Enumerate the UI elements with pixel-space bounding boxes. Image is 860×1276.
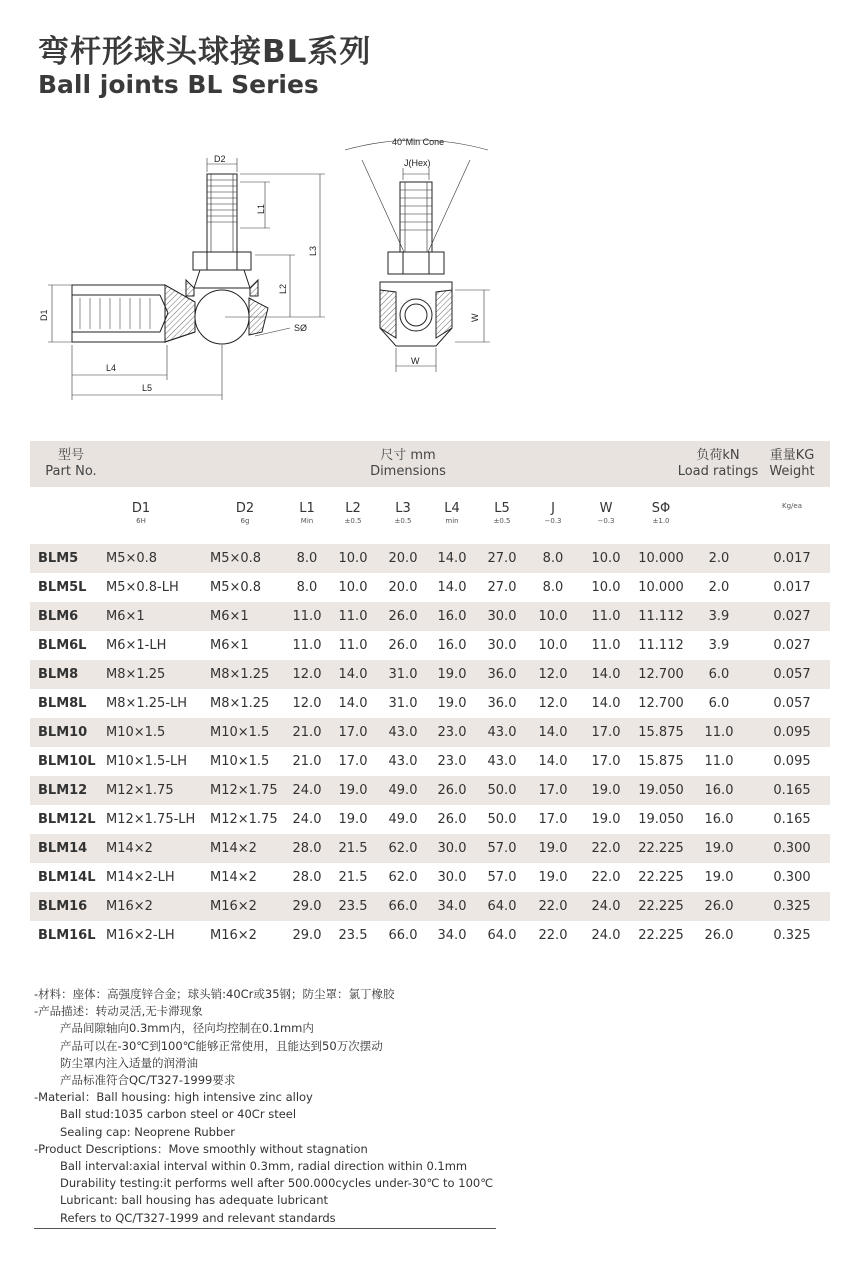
cell-load: 2.0: [708, 580, 730, 595]
cell-l3: 66.0: [388, 899, 418, 914]
cell-w: 24.0: [591, 928, 621, 943]
cell-l2: 17.0: [338, 754, 368, 769]
label-d1: D1: [39, 309, 49, 321]
cell-w: 14.0: [591, 696, 621, 711]
cell-w: 19.0: [591, 783, 621, 798]
cell-l4: 19.0: [437, 667, 467, 682]
cell-w: 14.0: [591, 667, 621, 682]
label-l5: L5: [142, 383, 153, 393]
cell-l2: 21.5: [338, 870, 368, 885]
cell-d2: M16×2: [210, 899, 257, 914]
cell-l5: 30.0: [487, 609, 517, 624]
cell-l5: 36.0: [487, 696, 517, 711]
cell-l1: 12.0: [292, 667, 322, 682]
cell-part-no: BLM16: [38, 899, 88, 914]
cell-d1: M14×2-LH: [106, 870, 175, 885]
header-weight: 重量KG Weight: [769, 448, 815, 479]
table-subheader: [30, 497, 830, 537]
label-d2: D2: [214, 154, 226, 164]
cell-w: 24.0: [591, 899, 621, 914]
cell-l4: 23.0: [437, 754, 467, 769]
cell-w: 10.0: [591, 580, 621, 595]
cell-w: 22.0: [591, 841, 621, 856]
label-l2: L2: [278, 283, 288, 294]
front-view: [380, 182, 452, 346]
cell-l1: 8.0: [296, 551, 318, 566]
cell-load: 3.9: [708, 609, 730, 624]
cell-weight: 0.325: [773, 928, 811, 943]
cell-part-no: BLM12L: [38, 812, 96, 827]
cell-d2: M5×0.8: [210, 551, 262, 566]
cell-j: 19.0: [538, 841, 568, 856]
subhead-l1: L1 Min: [299, 501, 315, 525]
subhead-l2: L2 ±0.5: [344, 501, 362, 525]
cell-l5: 43.0: [487, 754, 517, 769]
cell-d2: M12×1.75: [210, 783, 278, 798]
subhead-l3: L3 ±0.5: [394, 501, 412, 525]
table-row: [30, 892, 830, 921]
technical-drawing: [0, 120, 860, 410]
cell-l4: 30.0: [437, 841, 467, 856]
cell-j: 22.0: [538, 928, 568, 943]
cell-part-no: BLM8: [38, 667, 79, 682]
cell-d1: M5×0.8: [106, 551, 158, 566]
cell-l2: 23.5: [338, 928, 368, 943]
side-view: [72, 174, 268, 344]
cell-part-no: BLM5L: [38, 580, 87, 595]
cell-d2: M6×1: [210, 609, 249, 624]
cell-weight: 0.017: [773, 551, 811, 566]
table-row: [30, 573, 830, 602]
header-load: 负荷kN Load ratings: [677, 448, 759, 479]
cell-l4: 30.0: [437, 870, 467, 885]
cell-j: 10.0: [538, 609, 568, 624]
cell-weight: 0.095: [773, 725, 811, 740]
subhead-d2: D2 6g: [235, 501, 255, 525]
cell-weight: 0.027: [773, 638, 811, 653]
cell-l2: 23.5: [338, 899, 368, 914]
label-j: J(Hex): [404, 158, 431, 168]
cell-d2: M14×2: [210, 870, 257, 885]
subhead-s: SΦ ±1.0: [651, 501, 671, 525]
cell-load: 19.0: [704, 870, 734, 885]
subhead-w: W −0.3: [597, 501, 615, 525]
cell-load: 19.0: [704, 841, 734, 856]
cell-part-no: BLM6L: [38, 638, 87, 653]
cell-l1: 28.0: [292, 841, 322, 856]
cell-d2: M12×1.75: [210, 812, 278, 827]
cell-w: 11.0: [591, 609, 621, 624]
cell-l2: 10.0: [338, 580, 368, 595]
cell-l4: 14.0: [437, 551, 467, 566]
cell-l1: 11.0: [292, 609, 322, 624]
note-line: Ball interval:axial interval within 0.3mm, radial direction within 0.1mm: [60, 1159, 468, 1174]
cell-l3: 20.0: [388, 551, 418, 566]
cell-j: 12.0: [538, 696, 568, 711]
cell-j: 22.0: [538, 899, 568, 914]
cell-weight: 0.165: [773, 783, 811, 798]
note-line: Sealing cap: Neoprene Rubber: [60, 1124, 236, 1139]
cell-weight: 0.300: [773, 870, 811, 885]
cell-load: 11.0: [704, 754, 734, 769]
table-row: [30, 660, 830, 689]
cell-l1: 29.0: [292, 928, 322, 943]
cell-d2: M6×1: [210, 638, 249, 653]
cell-l4: 16.0: [437, 638, 467, 653]
note-line: -产品描述：转动灵活,无卡滞现象: [34, 1004, 203, 1019]
table-row: [30, 631, 830, 660]
cell-s: 22.225: [638, 870, 684, 885]
label-cone: 40°Min Cone: [392, 137, 445, 147]
cell-part-no: BLM16L: [38, 928, 96, 943]
cell-load: 16.0: [704, 783, 734, 798]
note-line: -Material：Ball housing: high intensive zinc alloy: [34, 1090, 313, 1105]
cell-load: 26.0: [704, 899, 734, 914]
subhead-j: J −0.3: [544, 501, 562, 525]
cell-l5: 57.0: [487, 841, 517, 856]
cell-d1: M6×1-LH: [106, 638, 167, 653]
cell-l5: 30.0: [487, 638, 517, 653]
cell-d1: M8×1.25-LH: [106, 696, 188, 711]
cell-l5: 57.0: [487, 870, 517, 885]
cell-s: 10.000: [638, 551, 684, 566]
note-line: Durability testing:it performs well after 500.000cycles under-30℃ to 100℃: [60, 1176, 494, 1191]
table-row: [30, 747, 830, 776]
cell-part-no: BLM14L: [38, 870, 96, 885]
table-header: [30, 441, 830, 487]
cell-l2: 14.0: [338, 696, 368, 711]
cell-j: 8.0: [542, 551, 564, 566]
note-line: 产品标准符合QC/T327-1999要求: [60, 1073, 236, 1088]
cell-s: 19.050: [638, 783, 684, 798]
cell-l3: 49.0: [388, 783, 418, 798]
cell-part-no: BLM6: [38, 609, 79, 624]
cell-s: 22.225: [638, 928, 684, 943]
cell-d2: M14×2: [210, 841, 257, 856]
cell-l2: 21.5: [338, 841, 368, 856]
cell-l5: 50.0: [487, 812, 517, 827]
cell-d2: M5×0.8: [210, 580, 262, 595]
cell-l5: 64.0: [487, 928, 517, 943]
table-row: [30, 863, 830, 892]
cell-l2: 11.0: [338, 609, 368, 624]
cell-l3: 43.0: [388, 754, 418, 769]
cell-weight: 0.017: [773, 580, 811, 595]
product-notes: [34, 986, 554, 1227]
cell-s: 12.700: [638, 696, 684, 711]
cell-l4: 16.0: [437, 609, 467, 624]
cell-l4: 34.0: [437, 899, 467, 914]
cell-l5: 43.0: [487, 725, 517, 740]
cell-d1: M12×1.75: [106, 783, 174, 798]
cell-s: 11.112: [638, 609, 684, 624]
cell-weight: 0.057: [773, 696, 811, 711]
cell-s: 22.225: [638, 841, 684, 856]
cell-l2: 10.0: [338, 551, 368, 566]
cell-j: 8.0: [542, 580, 564, 595]
subhead-l4: L4 min: [444, 501, 460, 525]
header-part: 型号 Part No.: [45, 448, 97, 479]
cell-l2: 19.0: [338, 812, 368, 827]
cell-l4: 34.0: [437, 928, 467, 943]
cell-l5: 64.0: [487, 899, 517, 914]
cell-j: 19.0: [538, 870, 568, 885]
cell-l4: 26.0: [437, 783, 467, 798]
cell-d1: M10×1.5: [106, 725, 166, 740]
cell-load: 2.0: [708, 551, 730, 566]
note-line: Lubricant: ball housing has adequate lubricant: [60, 1193, 329, 1208]
cell-l3: 26.0: [388, 638, 418, 653]
cell-l3: 26.0: [388, 609, 418, 624]
label-l4: L4: [106, 363, 117, 373]
cell-l2: 17.0: [338, 725, 368, 740]
note-line: -Product Descriptions：Move smoothly without stagnation: [34, 1141, 368, 1156]
cell-w: 11.0: [591, 638, 621, 653]
cell-s: 11.112: [638, 638, 684, 653]
subhead-l5: L5 ±0.5: [493, 501, 511, 525]
cell-weight: 0.057: [773, 667, 811, 682]
cell-d2: M8×1.25: [210, 696, 270, 711]
cell-l1: 11.0: [292, 638, 322, 653]
cell-d1: M16×2: [106, 899, 153, 914]
cell-l4: 23.0: [437, 725, 467, 740]
cell-l1: 28.0: [292, 870, 322, 885]
cell-l2: 11.0: [338, 638, 368, 653]
cell-w: 17.0: [591, 754, 621, 769]
cell-j: 17.0: [538, 812, 568, 827]
cell-l3: 62.0: [388, 870, 418, 885]
table-row: [30, 689, 830, 718]
table-row: [30, 544, 830, 573]
cell-part-no: BLM10L: [38, 754, 96, 769]
cell-weight: 0.325: [773, 899, 811, 914]
cell-s: 15.875: [638, 754, 684, 769]
table-row: [30, 805, 830, 834]
table-row: [30, 602, 830, 631]
cell-l5: 50.0: [487, 783, 517, 798]
cell-part-no: BLM10: [38, 725, 88, 740]
cell-l4: 14.0: [437, 580, 467, 595]
cell-s: 12.700: [638, 667, 684, 682]
note-line: 防尘罩内注入适量的润滑油: [60, 1055, 198, 1070]
cell-load: 6.0: [708, 696, 730, 711]
cell-s: 19.050: [638, 812, 684, 827]
note-line: Ball stud:1035 carbon steel or 40Cr steel: [60, 1107, 297, 1122]
note-line: 产品间隙轴向0.3mm内，径向均控制在0.1mm内: [60, 1021, 314, 1036]
cell-l3: 49.0: [388, 812, 418, 827]
cell-w: 22.0: [591, 870, 621, 885]
note-line: Refers to QC/T327-1999 and relevant standards: [60, 1210, 336, 1225]
spec-table: [30, 544, 830, 950]
cell-j: 14.0: [538, 725, 568, 740]
cell-load: 26.0: [704, 928, 734, 943]
cell-l4: 19.0: [437, 696, 467, 711]
cell-l5: 36.0: [487, 667, 517, 682]
cell-l3: 31.0: [388, 667, 418, 682]
cell-l1: 24.0: [292, 812, 322, 827]
cell-load: 3.9: [708, 638, 730, 653]
cell-s: 22.225: [638, 899, 684, 914]
label-w-side: W: [470, 313, 480, 322]
table-row: [30, 834, 830, 863]
cell-w: 10.0: [591, 551, 621, 566]
cell-l2: 14.0: [338, 667, 368, 682]
cell-j: 14.0: [538, 754, 568, 769]
cell-d2: M10×1.5: [210, 725, 270, 740]
cell-load: 6.0: [708, 667, 730, 682]
cell-l3: 66.0: [388, 928, 418, 943]
label-l3: L3: [308, 245, 318, 256]
cell-l1: 29.0: [292, 899, 322, 914]
label-l1: L1: [256, 203, 266, 214]
cell-j: 10.0: [538, 638, 568, 653]
cell-s: 10.000: [638, 580, 684, 595]
note-line: -材料：座体：高强度锌合金；球头销:40Cr或35钢；防尘罩：氯丁橡胶: [34, 987, 395, 1001]
cell-l3: 31.0: [388, 696, 418, 711]
cell-w: 17.0: [591, 725, 621, 740]
bottom-rule: [34, 1228, 496, 1229]
side-view-dimensions: [48, 158, 325, 400]
subhead-weight-unit: Kg/ea: [782, 502, 802, 510]
table-row: [30, 718, 830, 747]
cell-l5: 27.0: [487, 580, 517, 595]
table-row: [30, 776, 830, 805]
cell-l3: 20.0: [388, 580, 418, 595]
cell-weight: 0.027: [773, 609, 811, 624]
cell-d1: M16×2-LH: [106, 928, 175, 943]
label-s: SØ: [294, 323, 308, 333]
cell-d2: M16×2: [210, 928, 257, 943]
cell-part-no: BLM12: [38, 783, 88, 798]
cell-weight: 0.300: [773, 841, 811, 856]
cell-l5: 27.0: [487, 551, 517, 566]
cell-j: 12.0: [538, 667, 568, 682]
cell-part-no: BLM8L: [38, 696, 87, 711]
cell-s: 15.875: [638, 725, 684, 740]
cell-d1: M8×1.25: [106, 667, 166, 682]
cell-l1: 24.0: [292, 783, 322, 798]
cell-d1: M12×1.75-LH: [106, 812, 196, 827]
page-title-en: Ball joints BL Series: [38, 70, 319, 99]
cell-l1: 12.0: [292, 696, 322, 711]
cell-l1: 21.0: [292, 725, 322, 740]
cell-load: 11.0: [704, 725, 734, 740]
table-row: [30, 921, 830, 950]
cell-d2: M10×1.5: [210, 754, 270, 769]
cell-part-no: BLM5: [38, 551, 79, 566]
cell-l1: 21.0: [292, 754, 322, 769]
cell-load: 16.0: [704, 812, 734, 827]
cell-l3: 43.0: [388, 725, 418, 740]
label-w-bottom: W: [411, 356, 420, 366]
cell-d1: M5×0.8-LH: [106, 580, 179, 595]
cell-l1: 8.0: [296, 580, 318, 595]
cell-weight: 0.165: [773, 812, 811, 827]
cell-l3: 62.0: [388, 841, 418, 856]
cell-part-no: BLM14: [38, 841, 88, 856]
cell-d1: M14×2: [106, 841, 153, 856]
cell-d2: M8×1.25: [210, 667, 270, 682]
cell-d1: M10×1.5-LH: [106, 754, 188, 769]
subhead-d1: D1 6H: [131, 501, 151, 525]
cell-l4: 26.0: [437, 812, 467, 827]
note-line: 产品可以在-30℃到100℃能够正常使用，且能达到50万次摆动: [60, 1038, 383, 1053]
cell-w: 19.0: [591, 812, 621, 827]
cell-l2: 19.0: [338, 783, 368, 798]
cell-d1: M6×1: [106, 609, 145, 624]
header-dimensions: 尺寸 mm Dimensions: [370, 448, 446, 479]
cell-j: 17.0: [538, 783, 568, 798]
cell-weight: 0.095: [773, 754, 811, 769]
page-title-cn: 弯杆形球头球接BL系列: [38, 34, 372, 70]
